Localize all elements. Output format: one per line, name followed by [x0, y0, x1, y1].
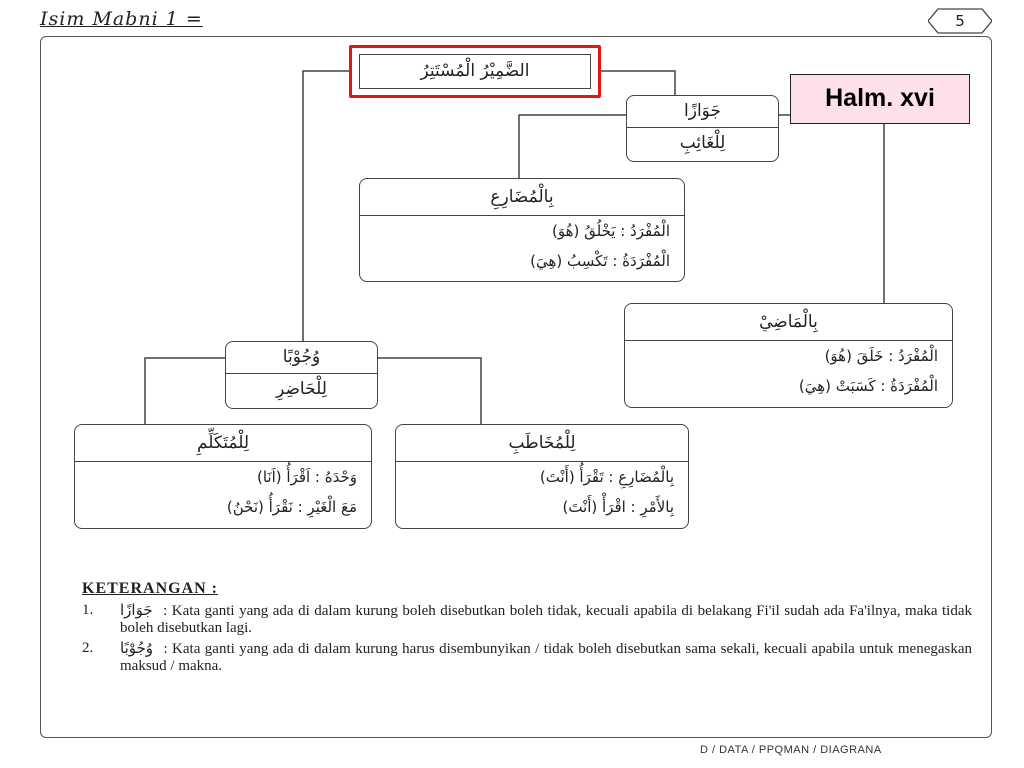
line-root-to-jawazan — [601, 71, 675, 95]
madhi-title: بِالْمَاضِيْ — [625, 304, 952, 341]
mudhari-row-2: الْمُفْرَدَةُ : تَكْسِبُ (هِيَ) — [530, 252, 670, 270]
note-number: 2. — [82, 640, 94, 656]
mudhari-row-1: الْمُفْرَدُ : يَخْلُقُ (هُوَ) — [551, 222, 670, 240]
line-wujuban-to-mukhatab — [378, 358, 481, 424]
mutakallim-row-1: وَحْدَهُ : اَقْرَأُ (اَنَا) — [256, 468, 357, 486]
notes-section — [82, 580, 972, 678]
note-number: 1. — [82, 602, 94, 618]
footer-text: D / DATA / PPQMAN / DIAGRANA — [700, 744, 882, 756]
wujuban-sub: لِلْحَاضِرِ — [276, 379, 327, 399]
madhi-node — [624, 303, 953, 408]
note-text: : Kata ganti yang ada di dalam kurung harus disembunyikan / tidak boleh disebutkan sama sekali, kecuali apabila untuk menegaskan maksud / makna. — [120, 641, 973, 674]
note-item — [82, 602, 972, 637]
page-reference-badge: Halm. xvi — [790, 74, 970, 124]
note-item — [82, 640, 972, 675]
mukhatab-row-2: بِالأَمْرِ : اقْرَأْ (أَنْتَ) — [562, 498, 674, 516]
root-label: الضَّمِيْرُ الْمُسْتَتِرُ — [359, 54, 591, 89]
note-text: : Kata ganti yang ada di dalam kurung boleh disebutkan boleh tidak, kecuali apabila di belakang Fi'il sudah ada Fa'ilnya, maka tidak boleh disebutkan lagi. — [120, 603, 973, 636]
mutakallim-node — [74, 424, 372, 529]
mudhari-node — [359, 178, 685, 282]
line-jawazan-to-mudhari — [519, 115, 626, 178]
madhi-row-2: الْمُفْرَدَةُ : كَسَبَتْ (هِيَ) — [798, 377, 938, 395]
mukhatab-title: لِلْمُخَاطَبِ — [396, 425, 688, 462]
mutakallim-title: لِلْمُتَكَلِّمِ — [75, 425, 371, 462]
note-term: جَوَازًا — [120, 601, 153, 619]
line-jawazan-to-madhi — [779, 115, 884, 303]
jawazan-title: جَوَازًا — [627, 96, 778, 128]
mudhari-title: بِالْمُضَارِعِ — [360, 179, 684, 216]
note-term: وُجُوْبًا — [120, 639, 154, 657]
mutakallim-row-2: مَعَ الْغَيْرِ : نَقْرَأُ (نَحْنُ) — [226, 498, 357, 516]
notes-heading: KETERANGAN : — [82, 580, 219, 597]
mukhatab-row-1: بِالْمُضَارِعِ : تَقْرَأُ (أَنْتَ) — [539, 468, 674, 486]
mukhatab-node — [395, 424, 689, 529]
jawazan-sub: لِلْغَائِبِ — [679, 133, 726, 153]
wujuban-node — [225, 341, 378, 409]
madhi-row-1: الْمُفْرَدُ : خَلَقَ (هُوَ) — [824, 347, 938, 365]
line-root-to-wujuban — [225, 71, 349, 370]
page-number-text: 5 — [955, 12, 965, 30]
wujuban-title: وُجُوْبًا — [226, 342, 377, 374]
line-wujuban-to-mutakallim — [145, 358, 225, 424]
jawazan-node — [626, 95, 779, 162]
root-node — [349, 45, 601, 98]
page-title: Isim Mabni 1 = — [40, 8, 203, 30]
